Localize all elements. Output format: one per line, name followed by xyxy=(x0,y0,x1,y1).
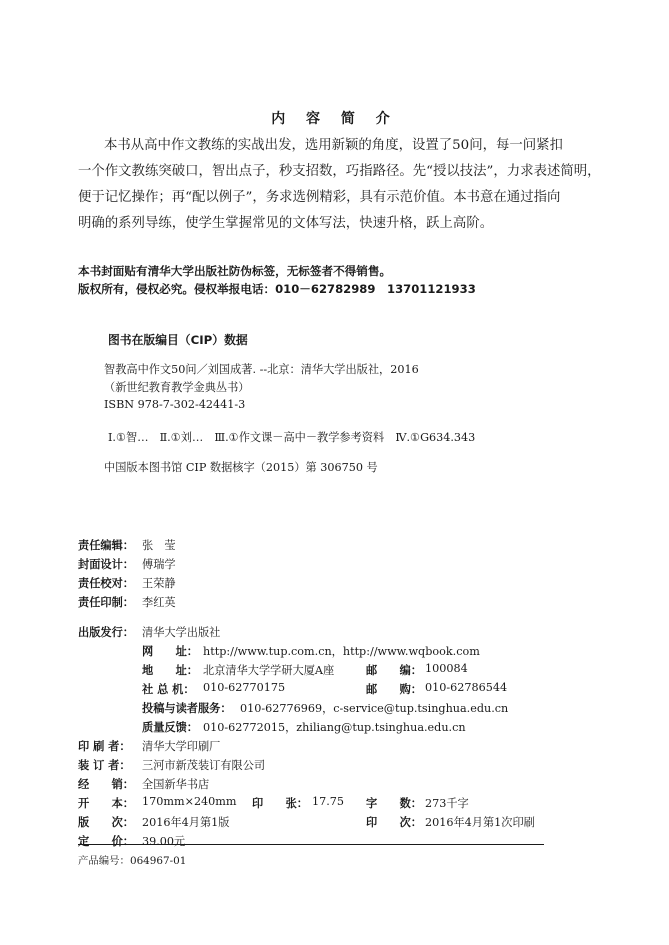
staff-value: 傅瑞学 xyxy=(142,558,176,571)
switchboard-value: 010-62770175 xyxy=(203,681,286,694)
format-label: 开 本： xyxy=(78,797,134,810)
intro-line-4: 明确的系列导练，使学生掌握常见的文体写法，快速升格，跃上高阶。 xyxy=(78,216,494,231)
anti-counterfeit-notice: 本书封面贴有清华大学出版社防伪标签，无标签者不得销售。 xyxy=(78,264,392,278)
printing-label: 印 次： xyxy=(366,816,422,829)
staff-label: 责任校对： xyxy=(78,577,134,590)
word-count-value: 273千字 xyxy=(425,797,469,810)
cip-heading: 图书在版编目（CIP）数据 xyxy=(108,333,248,347)
service-value: 010-62776969，c-service@tup.tsinghua.edu.cn xyxy=(240,702,509,715)
sheets-value: 17.75 xyxy=(312,795,345,808)
distributor-label: 经 销： xyxy=(78,778,134,791)
printer-label: 印 刷 者： xyxy=(78,740,131,753)
staff-value: 李红英 xyxy=(142,596,176,609)
publisher-label: 出版发行： xyxy=(78,626,134,639)
mail-order-label: 邮 购： xyxy=(366,683,422,696)
intro-line-3: 便于记忆操作；再“配以例子”，务求选例精彩，具有示范价值。本书意在通过指向 xyxy=(78,190,561,205)
binder-value: 三河市新茂装订有限公司 xyxy=(142,759,266,772)
copyright-notice: 版权所有，侵权必究。侵权举报电话：010－62782989 13701121933 xyxy=(78,282,476,296)
cip-record: 中国版本图书馆 CIP 数据核字（2015）第 306750 号 xyxy=(104,461,378,474)
page-title: 内 容 简 介 xyxy=(271,111,398,127)
address-label: 地 址： xyxy=(142,664,198,677)
price-value: 39.00元 xyxy=(142,835,186,848)
intro-line-1: 本书从高中作文教练的实战出发，选用新颖的角度，设置了50问，每一问紧扣 xyxy=(104,138,563,153)
website-label: 网 址： xyxy=(142,645,198,658)
staff-label: 责任印制： xyxy=(78,596,134,609)
zipcode-value: 100084 xyxy=(425,662,468,675)
service-label: 投稿与读者服务： xyxy=(142,702,232,715)
printing-value: 2016年4月第1次印刷 xyxy=(425,816,535,829)
intro-line-2: 一个作文教练突破口，智出点子，秒支招数，巧指路径。先“授以技法”，力求表述简明， xyxy=(78,164,601,179)
price-label: 定 价： xyxy=(78,835,134,848)
printer-value: 清华大学印刷厂 xyxy=(142,740,221,753)
cip-classification: Ⅰ.①智… Ⅱ.①刘… Ⅲ.①作文课－高中－教学参考资料 Ⅳ.①G634.343 xyxy=(108,431,476,444)
cip-line-2: （新世纪教育教学金典丛书） xyxy=(104,381,250,394)
distributor-value: 全国新华书店 xyxy=(142,778,210,791)
edition-label: 版 次： xyxy=(78,816,134,829)
product-code: 产品编号：064967-01 xyxy=(78,855,187,867)
address-value: 北京清华大学学研大厦A座 xyxy=(203,664,335,677)
binder-label: 装 订 者： xyxy=(78,759,131,772)
quality-value: 010-62772015，zhiliang@tup.tsinghua.edu.cn xyxy=(203,721,466,734)
switchboard-label: 社 总 机： xyxy=(142,683,195,696)
website-value: http://www.tup.com.cn，http://www.wqbook.com xyxy=(203,645,480,658)
word-count-label: 字 数： xyxy=(366,797,422,810)
staff-label: 封面设计： xyxy=(78,558,134,571)
cip-isbn: ISBN 978-7-302-42441-3 xyxy=(104,398,246,411)
edition-value: 2016年4月第1版 xyxy=(142,816,230,829)
mail-order-value: 010-62786544 xyxy=(425,681,508,694)
staff-value: 王荣静 xyxy=(142,577,176,590)
footer-divider xyxy=(78,844,544,845)
staff-label: 责任编辑： xyxy=(78,539,134,552)
cip-line-1: 智教高中作文50问／刘国成著. --北京：清华大学出版社，2016 xyxy=(104,363,419,376)
publisher-value: 清华大学出版社 xyxy=(142,626,221,639)
staff-value: 张 莹 xyxy=(142,539,176,552)
quality-label: 质量反馈： xyxy=(142,721,198,734)
format-value: 170mm×240mm xyxy=(142,795,237,808)
zipcode-label: 邮 编： xyxy=(366,664,422,677)
sheets-label: 印 张： xyxy=(252,797,308,810)
